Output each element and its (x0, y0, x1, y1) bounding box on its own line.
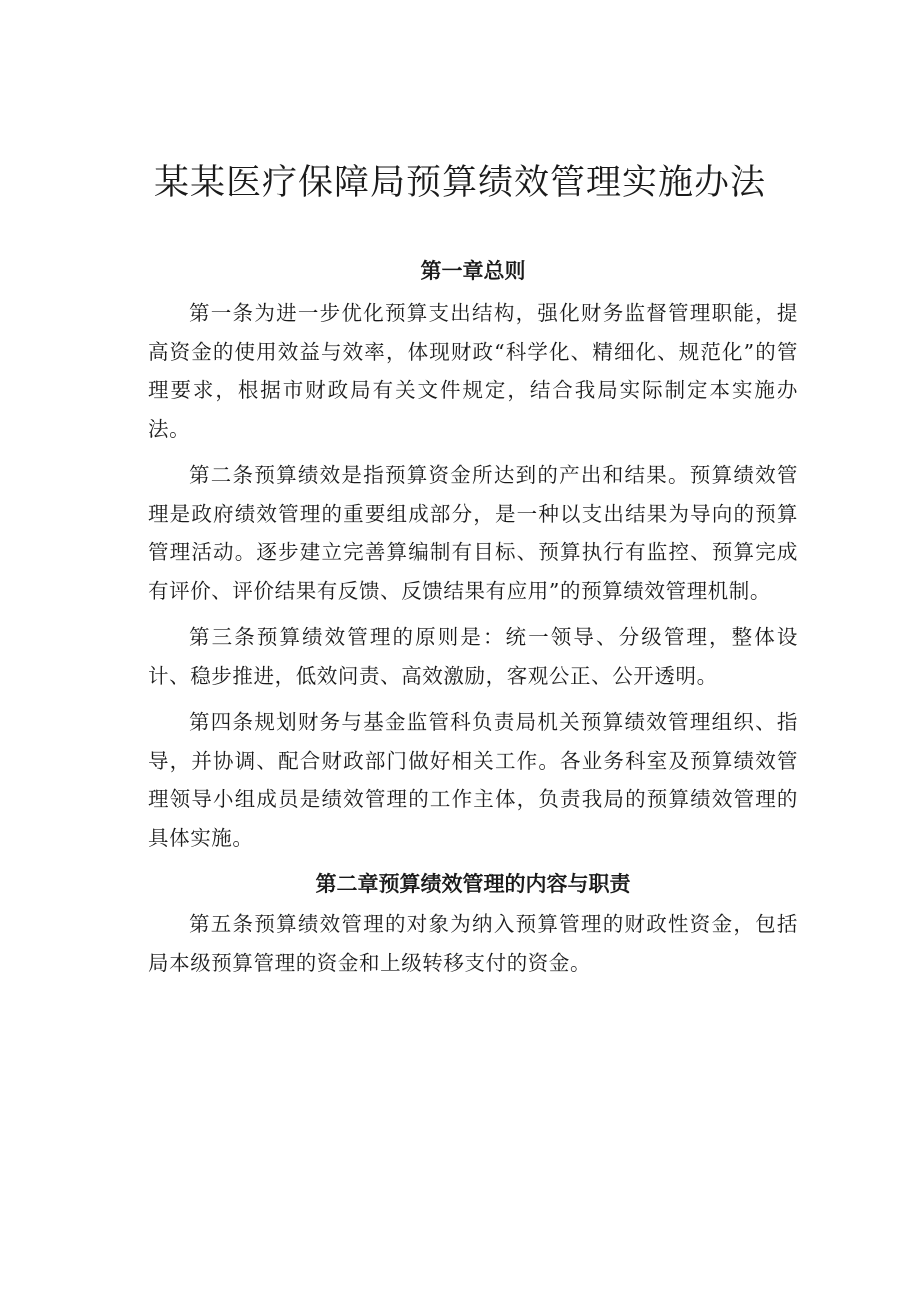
article-4: 第四条规划财务与基金监管科负责局机关预算绩效管理组织、指导，并协调、配合财政部门做好相关工作。各业务科室及预算绩效管理领导小组成员是绩效管理的工作主体，负责我局的预算绩效管理的具体实施。 (148, 710, 798, 850)
article-2: 第二条预算绩效是指预算资金所达到的产出和结果。预算绩效管理是政府绩效管理的重要组成部分，是一种以支出结果为导向的预算管理活动。逐步建立完善算编制有目标、预算执行有监控、预算完成有评价、评价结果有反馈、反馈结果有应用”的预算绩效管理机制。 (148, 463, 798, 603)
article-5: 第五条预算绩效管理的对象为纳入预算管理的财政性资金，包括局本级预算管理的资金和上级转移支付的资金。 (148, 912, 798, 975)
chapter-heading: 第一章总则 (420, 259, 526, 283)
article-3: 第三条预算绩效管理的原则是：统一领导、分级管理，整体设计、稳步推进，低效问责、高效激励，客观公正、公开透明。 (148, 625, 798, 688)
document-title: 某某医疗保障局预算绩效管理实施办法 (153, 163, 766, 203)
document-body (148, 252, 798, 990)
chapter-heading: 第二章预算绩效管理的内容与职责 (315, 872, 631, 896)
article-1: 第一条为进一步优化预算支出结构，强化财务监督管理职能，提高资金的使用效益与效率，体现财政“科学化、精细化、规范化”的管理要求，根据市财政局有关文件规定，结合我局实际制定本实施办法。 (148, 301, 798, 441)
